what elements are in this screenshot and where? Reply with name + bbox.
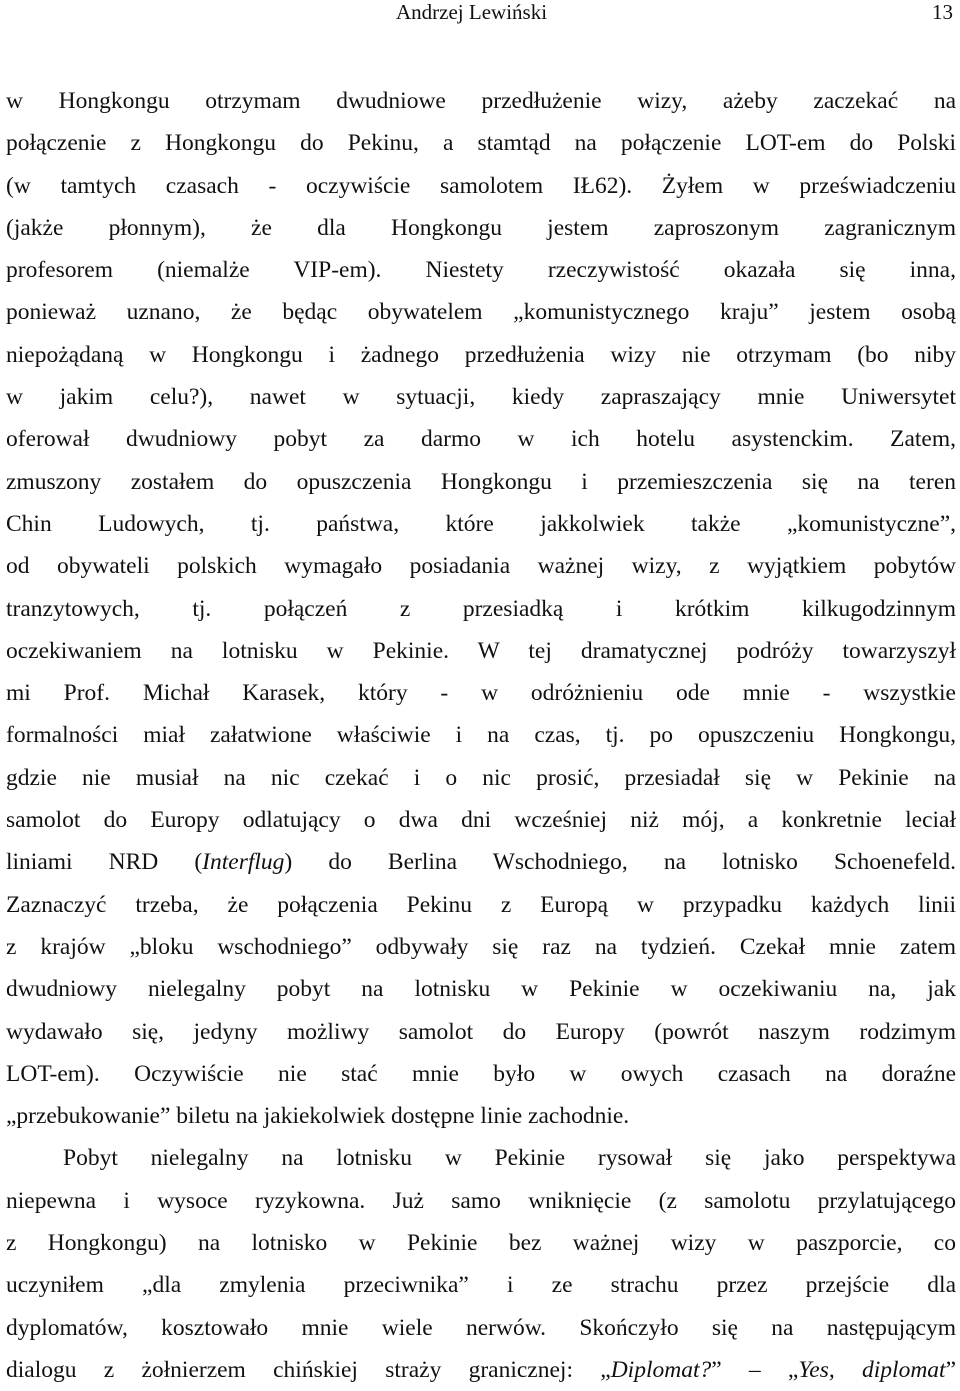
italic-term: Yes, diplomat	[798, 1356, 946, 1383]
text-line: samolot do Europy odlatujący o dwa dni wcześniej niż mój, a konkretnie leciał	[6, 807, 956, 834]
paragraph-1	[6, 80, 956, 1137]
text-line: oczekiwaniem na lotnisku w Pekinie. W tej dramatycznej podróży towarzyszył	[6, 637, 956, 664]
text-line: liniami NRD (Interflug) do Berlina Wschodniego, na lotnisko Schoenefeld.	[6, 849, 956, 876]
text-line: mi Prof. Michał Karasek, który - w odróżnieniu ode mnie - wszystkie	[6, 680, 956, 707]
text-line: dialogu z żołnierzem chińskiej straży granicznej: „Diplomat?” – „Yes, diplomat”	[6, 1356, 956, 1383]
page-header	[0, 0, 960, 30]
text-line: w jakim celu?), nawet w sytuacji, kiedy zapraszający mnie Uniwersytet	[6, 384, 956, 411]
text-line: (jakże płonnym), że dla Hongkongu jestem zaproszonym zagranicznym	[6, 214, 956, 241]
text-line: ponieważ uznano, że będąc obywatelem „komunistycznego kraju” jestem osobą	[6, 299, 956, 326]
text-line: „przebukowanie” biletu na jakiekolwiek dostępne linie zachodnie.	[6, 1103, 630, 1130]
italic-term: Diplomat?	[610, 1356, 712, 1383]
text-line: Zaznaczyć trzeba, że połączenia Pekinu z Europą w przypadku każdych linii	[6, 891, 956, 918]
text-line: zmuszony zostałem do opuszczenia Hongkongu i przemieszczenia się na teren	[6, 468, 956, 495]
page-number: 13	[932, 0, 953, 24]
italic-term: Interflug	[202, 849, 285, 876]
text-line: gdzie nie musiał na nic czekać i o nic prosić, przesiadał się w Pekinie na	[6, 764, 956, 791]
text-line: w Hongkongu otrzymam dwudniowe przedłużenie wizy, ażeby zaczekać na	[6, 88, 956, 114]
body-text	[6, 80, 956, 1391]
text-line: tranzytowych, tj. połączeń z przesiadką i krótkim kilkugodzinnym	[6, 595, 956, 622]
text-line: wydawało się, jedyny możliwy samolot do Europy (powrót naszym rodzimym	[6, 1018, 956, 1045]
text-line: dyplomatów, kosztowało mnie wiele nerwów. Skończyło się na następującym	[6, 1314, 956, 1341]
text-line: niepewna i wysoce ryzykowna. Już samo wniknięcie (z samolotu przylatującego	[6, 1187, 956, 1214]
text-line: z krajów „bloku wschodniego” odbywały się raz na tydzień. Czekał mnie zatem	[6, 933, 956, 960]
text-line: profesorem (niemalże VIP-em). Niestety rzeczywistość okazała się inna,	[6, 257, 956, 284]
text-line: połączenie z Hongkongu do Pekinu, a stamtąd na połączenie LOT-em do Polski	[6, 130, 956, 157]
text-line: Pobyt nielegalny na lotnisku w Pekinie rysował się jako perspektywa	[63, 1145, 956, 1172]
text-line: z Hongkongu) na lotnisko w Pekinie bez ważnej wizy w paszporcie, co	[6, 1230, 956, 1257]
paragraph-2	[6, 1137, 956, 1391]
text-line: Chin Ludowych, tj. państwa, które jakkolwiek także „komunistyczne”,	[6, 510, 956, 537]
running-header-author: Andrzej Lewiński	[396, 0, 548, 24]
text-line: LOT-em). Oczywiście nie stać mnie było w owych czasach na doraźne	[6, 1060, 956, 1087]
text-line: niepożądaną w Hongkongu i żadnego przedłużenia wizy nie otrzymam (bo niby	[6, 341, 956, 368]
text-line: oferował dwudniowy pobyt za darmo w ich hotelu asystenckim. Zatem,	[6, 426, 956, 453]
text-line: (w tamtych czasach - oczywiście samolotem IŁ62). Żyłem w przeświadczeniu	[6, 172, 956, 199]
text-line: formalności miał załatwione właściwie i na czas, tj. po opuszczeniu Hongkongu,	[6, 722, 956, 749]
text-line: od obywateli polskich wymagało posiadania ważnej wizy, z wyjątkiem pobytów	[6, 553, 956, 580]
text-line: dwudniowy nielegalny pobyt na lotnisku w Pekinie w oczekiwaniu na, jak	[6, 976, 956, 1003]
text-line: uczyniłem „dla zmylenia przeciwnika” i ze strachu przez przejście dla	[6, 1272, 956, 1299]
